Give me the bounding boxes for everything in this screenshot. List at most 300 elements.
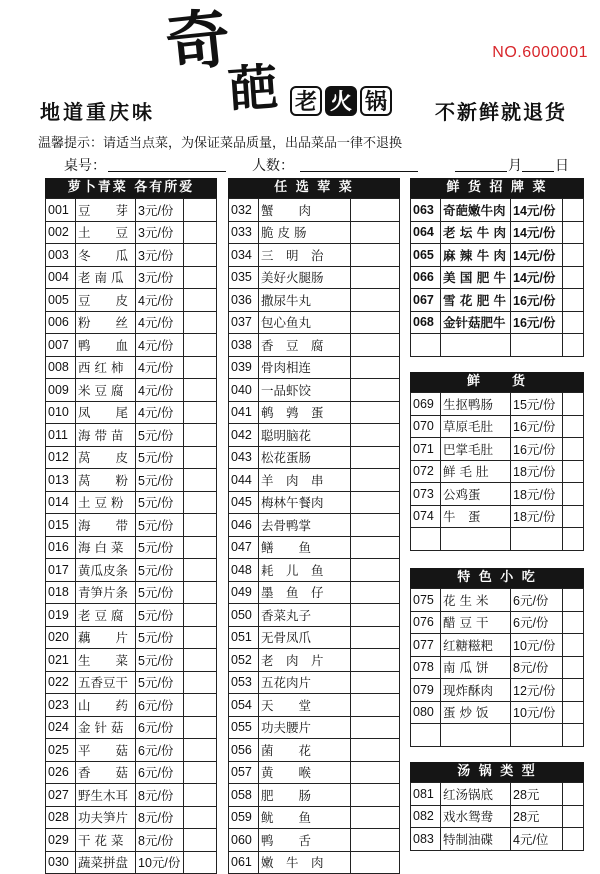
quantity-box[interactable] bbox=[184, 491, 217, 514]
quantity-box[interactable] bbox=[351, 199, 400, 222]
menu-row bbox=[46, 289, 217, 312]
quantity-box[interactable] bbox=[563, 289, 584, 312]
quantity-box[interactable] bbox=[184, 199, 217, 222]
quantity-box[interactable] bbox=[351, 784, 400, 807]
dish-name: 公鸡蛋 bbox=[441, 483, 511, 506]
dish-name: 南 瓜 饼 bbox=[441, 656, 511, 679]
quantity-box[interactable] bbox=[351, 851, 400, 874]
dish-name: 黄 喉 bbox=[259, 761, 351, 784]
menu-row bbox=[411, 199, 584, 222]
menu-row bbox=[411, 311, 584, 334]
quantity-box[interactable] bbox=[563, 505, 584, 528]
dish-code: 054 bbox=[229, 694, 259, 717]
dish-code: 055 bbox=[229, 716, 259, 739]
dish-price: 4元/份 bbox=[136, 379, 184, 402]
quantity-box[interactable] bbox=[184, 716, 217, 739]
notice: 温馨提示：请适当点菜，为保证菜品质量，出品菜品一律不退换 bbox=[38, 136, 403, 151]
dish-name: 嫩 牛 肉 bbox=[259, 851, 351, 874]
dish-name: 醋 豆 干 bbox=[441, 611, 511, 634]
quantity-box[interactable] bbox=[184, 806, 217, 829]
dish-price: 15元/份 bbox=[511, 393, 563, 416]
dish-name: 藕 片 bbox=[76, 626, 136, 649]
quantity-box[interactable] bbox=[563, 438, 584, 461]
dish-code: 013 bbox=[46, 469, 76, 492]
dish-price: 16元/份 bbox=[511, 289, 563, 312]
dish-price: 14元/份 bbox=[511, 221, 563, 244]
dish-name: 米 豆 腐 bbox=[76, 379, 136, 402]
quantity-box[interactable] bbox=[563, 334, 584, 357]
menu-row bbox=[229, 379, 400, 402]
quantity-box[interactable] bbox=[563, 460, 584, 483]
dish-name: 凤 尾 bbox=[76, 401, 136, 424]
dish-name: 蔬菜拼盘 bbox=[76, 851, 136, 874]
menu-row bbox=[411, 634, 584, 657]
dish-code: 057 bbox=[229, 761, 259, 784]
quantity-box[interactable] bbox=[184, 626, 217, 649]
quantity-box[interactable] bbox=[351, 244, 400, 267]
dish-name: 金针菇肥牛 bbox=[441, 311, 511, 334]
dish-price: 6元/份 bbox=[136, 694, 184, 717]
menu-row bbox=[46, 514, 217, 537]
menu-row bbox=[411, 611, 584, 634]
quantity-box[interactable] bbox=[351, 311, 400, 334]
dish-code: 058 bbox=[229, 784, 259, 807]
dish-name: 无骨凤爪 bbox=[259, 626, 351, 649]
dish-code bbox=[411, 528, 441, 551]
dish-price: 4元/份 bbox=[136, 401, 184, 424]
dish-name: 鸭 血 bbox=[76, 334, 136, 357]
quantity-box[interactable] bbox=[351, 671, 400, 694]
menu-row bbox=[229, 469, 400, 492]
dish-code: 028 bbox=[46, 806, 76, 829]
dish-code: 072 bbox=[411, 460, 441, 483]
dish-price: 14元/份 bbox=[511, 244, 563, 267]
dish-code: 068 bbox=[411, 311, 441, 334]
quantity-box[interactable] bbox=[184, 851, 217, 874]
menu-row bbox=[229, 671, 400, 694]
dish-name: 香 豆 腐 bbox=[259, 334, 351, 357]
quantity-box[interactable] bbox=[563, 266, 584, 289]
dish-code: 064 bbox=[411, 221, 441, 244]
menu-row bbox=[411, 460, 584, 483]
dish-price: 3元/份 bbox=[136, 266, 184, 289]
quantity-box[interactable] bbox=[184, 671, 217, 694]
quantity-box[interactable] bbox=[184, 829, 217, 852]
menu-row bbox=[46, 446, 217, 469]
dish-code: 067 bbox=[411, 289, 441, 312]
quantity-box[interactable] bbox=[351, 581, 400, 604]
quantity-box[interactable] bbox=[563, 656, 584, 679]
dish-price bbox=[511, 334, 563, 357]
dish-price: 14元/份 bbox=[511, 199, 563, 222]
slogan-right: 不新鲜就退货 bbox=[435, 100, 567, 124]
day-label: 日 bbox=[555, 158, 569, 174]
quantity-box[interactable] bbox=[351, 514, 400, 537]
dish-code: 038 bbox=[229, 334, 259, 357]
dish-code: 048 bbox=[229, 559, 259, 582]
dish-code: 009 bbox=[46, 379, 76, 402]
quantity-box[interactable] bbox=[351, 739, 400, 762]
table-no-label: 桌号： bbox=[64, 158, 106, 174]
dish-name: 粉 丝 bbox=[76, 311, 136, 334]
dish-price: 5元/份 bbox=[136, 514, 184, 537]
dish-name: 生抠鸭肠 bbox=[441, 393, 511, 416]
dish-name: 肥 肠 bbox=[259, 784, 351, 807]
quantity-box[interactable] bbox=[351, 334, 400, 357]
quantity-box[interactable] bbox=[184, 694, 217, 717]
quantity-box[interactable] bbox=[184, 446, 217, 469]
dish-code: 053 bbox=[229, 671, 259, 694]
dish-name: 雪 花 肥 牛 bbox=[441, 289, 511, 312]
dish-name: 功夫笋片 bbox=[76, 806, 136, 829]
dish-price: 3元/份 bbox=[136, 244, 184, 267]
dish-price: 14元/份 bbox=[511, 266, 563, 289]
dish-code: 029 bbox=[46, 829, 76, 852]
menu-row bbox=[411, 679, 584, 702]
quantity-box[interactable] bbox=[563, 244, 584, 267]
dish-name: 耗 儿 鱼 bbox=[259, 559, 351, 582]
dish-code: 015 bbox=[46, 514, 76, 537]
menu-row bbox=[46, 806, 217, 829]
quantity-box[interactable] bbox=[184, 469, 217, 492]
dish-name: 老 南 瓜 bbox=[76, 266, 136, 289]
menu-row bbox=[46, 199, 217, 222]
quantity-box[interactable] bbox=[184, 356, 217, 379]
dish-price: 5元/份 bbox=[136, 559, 184, 582]
day-line[interactable] bbox=[522, 171, 554, 172]
dish-code: 037 bbox=[229, 311, 259, 334]
menu-row bbox=[229, 806, 400, 829]
menu-row bbox=[46, 491, 217, 514]
quantity-box[interactable] bbox=[563, 415, 584, 438]
menu-row bbox=[46, 311, 217, 334]
dish-price: 3元/份 bbox=[136, 199, 184, 222]
dish-price: 6元/份 bbox=[136, 761, 184, 784]
menu-row bbox=[229, 334, 400, 357]
quantity-box[interactable] bbox=[563, 221, 584, 244]
dish-price: 5元/份 bbox=[136, 469, 184, 492]
dish-name: 牛 蛋 bbox=[441, 505, 511, 528]
quantity-box[interactable] bbox=[351, 626, 400, 649]
menu-row bbox=[411, 334, 584, 357]
dish-name: 功夫腰片 bbox=[259, 716, 351, 739]
quantity-box[interactable] bbox=[351, 536, 400, 559]
dish-code: 034 bbox=[229, 244, 259, 267]
col1-table bbox=[45, 198, 217, 874]
dish-price: 10元/份 bbox=[511, 634, 563, 657]
quantity-box[interactable] bbox=[184, 379, 217, 402]
col3c-table bbox=[410, 588, 584, 747]
dish-code: 005 bbox=[46, 289, 76, 312]
table-no-line[interactable] bbox=[108, 171, 226, 172]
menu-row bbox=[411, 393, 584, 416]
quantity-box[interactable] bbox=[563, 805, 584, 828]
dish-name: 鸭 舌 bbox=[259, 829, 351, 852]
quantity-box[interactable] bbox=[563, 483, 584, 506]
dish-code: 082 bbox=[411, 805, 441, 828]
dish-code: 011 bbox=[46, 424, 76, 447]
dish-code: 010 bbox=[46, 401, 76, 424]
dish-code: 061 bbox=[229, 851, 259, 874]
quantity-box[interactable] bbox=[351, 559, 400, 582]
dish-name: 特制油碟 bbox=[441, 828, 511, 851]
hotpot-char: 老 bbox=[290, 86, 322, 116]
dish-code: 078 bbox=[411, 656, 441, 679]
dish-code: 049 bbox=[229, 581, 259, 604]
dish-code: 081 bbox=[411, 783, 441, 806]
dish-code: 039 bbox=[229, 356, 259, 379]
menu-row bbox=[46, 401, 217, 424]
menu-row bbox=[229, 266, 400, 289]
quantity-box[interactable] bbox=[563, 828, 584, 851]
quantity-box[interactable] bbox=[563, 589, 584, 612]
dish-price: 5元/份 bbox=[136, 604, 184, 627]
dish-name: 鳝 鱼 bbox=[259, 536, 351, 559]
quantity-box[interactable] bbox=[184, 311, 217, 334]
quantity-box[interactable] bbox=[351, 806, 400, 829]
dish-code: 043 bbox=[229, 446, 259, 469]
dish-code: 065 bbox=[411, 244, 441, 267]
menu-row bbox=[229, 446, 400, 469]
menu-row bbox=[411, 528, 584, 551]
dish-name: 老 坛 牛 肉 bbox=[441, 221, 511, 244]
quantity-box[interactable] bbox=[351, 716, 400, 739]
dish-name: 松花蛋肠 bbox=[259, 446, 351, 469]
quantity-box[interactable] bbox=[184, 761, 217, 784]
dish-name: 海 白 菜 bbox=[76, 536, 136, 559]
dish-price: 28元 bbox=[511, 783, 563, 806]
quantity-box[interactable] bbox=[184, 424, 217, 447]
menu-row bbox=[411, 589, 584, 612]
dish-name: 鱿 鱼 bbox=[259, 806, 351, 829]
quantity-box[interactable] bbox=[563, 634, 584, 657]
dish-price: 18元/份 bbox=[511, 460, 563, 483]
menu-row bbox=[411, 701, 584, 724]
dish-name: 去骨鸭掌 bbox=[259, 514, 351, 537]
dish-price: 8元/份 bbox=[136, 806, 184, 829]
quantity-box[interactable] bbox=[351, 829, 400, 852]
menu-row bbox=[229, 244, 400, 267]
quantity-box[interactable] bbox=[184, 536, 217, 559]
dish-name: 平 菇 bbox=[76, 739, 136, 762]
dish-name: 戏水鸳鸯 bbox=[441, 805, 511, 828]
menu-row bbox=[46, 221, 217, 244]
dish-name: 五花肉片 bbox=[259, 671, 351, 694]
quantity-box[interactable] bbox=[184, 604, 217, 627]
quantity-box[interactable] bbox=[563, 393, 584, 416]
menu-row bbox=[411, 656, 584, 679]
brand-char-1: 奇 bbox=[162, 0, 234, 83]
menu-row bbox=[229, 424, 400, 447]
quantity-box[interactable] bbox=[563, 724, 584, 747]
menu-row bbox=[411, 289, 584, 312]
menu-row bbox=[229, 289, 400, 312]
col3d-table bbox=[410, 782, 584, 851]
quantity-box[interactable] bbox=[351, 649, 400, 672]
quantity-box[interactable] bbox=[351, 289, 400, 312]
menu-row bbox=[46, 266, 217, 289]
quantity-box[interactable] bbox=[563, 611, 584, 634]
dish-name: 豆 皮 bbox=[76, 289, 136, 312]
menu-row bbox=[411, 221, 584, 244]
menu-row bbox=[229, 626, 400, 649]
dish-code: 003 bbox=[46, 244, 76, 267]
dish-price: 8元/份 bbox=[136, 784, 184, 807]
menu-row bbox=[46, 244, 217, 267]
dish-code: 051 bbox=[229, 626, 259, 649]
people-label: 人数： bbox=[252, 158, 294, 174]
quantity-box[interactable] bbox=[351, 446, 400, 469]
quantity-box[interactable] bbox=[351, 221, 400, 244]
menu-row bbox=[229, 739, 400, 762]
col3d-header: 汤 锅 类 型 bbox=[410, 762, 584, 782]
menu-row bbox=[46, 334, 217, 357]
dish-code: 008 bbox=[46, 356, 76, 379]
dish-name: 土 豆 bbox=[76, 221, 136, 244]
dish-name: 一品虾饺 bbox=[259, 379, 351, 402]
dish-price bbox=[511, 724, 563, 747]
dish-code: 004 bbox=[46, 266, 76, 289]
dish-code: 017 bbox=[46, 559, 76, 582]
col3a-header: 鲜 货 招 牌 菜 bbox=[410, 178, 584, 198]
dish-code: 047 bbox=[229, 536, 259, 559]
dish-code: 079 bbox=[411, 679, 441, 702]
dish-code: 033 bbox=[229, 221, 259, 244]
dish-code: 026 bbox=[46, 761, 76, 784]
quantity-box[interactable] bbox=[563, 311, 584, 334]
dish-price: 6元/份 bbox=[511, 611, 563, 634]
dish-code: 014 bbox=[46, 491, 76, 514]
order-number: NO.6000001 bbox=[492, 44, 588, 61]
quantity-box[interactable] bbox=[184, 289, 217, 312]
quantity-box[interactable] bbox=[184, 514, 217, 537]
dish-price: 4元/份 bbox=[136, 334, 184, 357]
dish-name bbox=[441, 724, 511, 747]
dish-name: 三 明 治 bbox=[259, 244, 351, 267]
menu-row bbox=[46, 626, 217, 649]
menu-row bbox=[229, 514, 400, 537]
dish-code bbox=[411, 334, 441, 357]
quantity-box[interactable] bbox=[351, 379, 400, 402]
dish-price: 4元/份 bbox=[136, 356, 184, 379]
dish-code: 056 bbox=[229, 739, 259, 762]
dish-code: 071 bbox=[411, 438, 441, 461]
quantity-box[interactable] bbox=[351, 694, 400, 717]
dish-price: 12元/份 bbox=[511, 679, 563, 702]
quantity-box[interactable] bbox=[563, 783, 584, 806]
dish-price: 28元 bbox=[511, 805, 563, 828]
dish-name: 墨 鱼 仔 bbox=[259, 581, 351, 604]
dish-code: 074 bbox=[411, 505, 441, 528]
quantity-box[interactable] bbox=[351, 266, 400, 289]
menu-row bbox=[411, 828, 584, 851]
menu-row bbox=[46, 536, 217, 559]
dish-code bbox=[411, 724, 441, 747]
dish-price: 16元/份 bbox=[511, 311, 563, 334]
quantity-box[interactable] bbox=[184, 401, 217, 424]
dish-price: 4元/份 bbox=[136, 311, 184, 334]
quantity-box[interactable] bbox=[563, 679, 584, 702]
menu-row bbox=[46, 356, 217, 379]
dish-name: 巴掌毛肚 bbox=[441, 438, 511, 461]
dish-code: 083 bbox=[411, 828, 441, 851]
menu-row bbox=[46, 851, 217, 874]
quantity-box[interactable] bbox=[184, 334, 217, 357]
dish-price: 5元/份 bbox=[136, 491, 184, 514]
quantity-box[interactable] bbox=[351, 424, 400, 447]
dish-name: 鹌 鹑 蛋 bbox=[259, 401, 351, 424]
menu-row bbox=[411, 724, 584, 747]
menu-row bbox=[229, 581, 400, 604]
menu-row bbox=[229, 221, 400, 244]
quantity-box[interactable] bbox=[563, 528, 584, 551]
quantity-box[interactable] bbox=[351, 401, 400, 424]
quantity-box[interactable] bbox=[184, 784, 217, 807]
dish-price: 5元/份 bbox=[136, 446, 184, 469]
quantity-box[interactable] bbox=[351, 491, 400, 514]
dish-price: 5元/份 bbox=[136, 424, 184, 447]
menu-row bbox=[229, 829, 400, 852]
dish-code: 066 bbox=[411, 266, 441, 289]
menu-row bbox=[46, 694, 217, 717]
dish-price: 5元/份 bbox=[136, 581, 184, 604]
quantity-box[interactable] bbox=[184, 266, 217, 289]
dish-name: 菌 花 bbox=[259, 739, 351, 762]
dish-price bbox=[511, 528, 563, 551]
dish-price: 6元/份 bbox=[511, 589, 563, 612]
menu-row bbox=[229, 784, 400, 807]
quantity-box[interactable] bbox=[184, 244, 217, 267]
dish-price: 6元/份 bbox=[136, 716, 184, 739]
quantity-box[interactable] bbox=[563, 199, 584, 222]
dish-code: 077 bbox=[411, 634, 441, 657]
quantity-box[interactable] bbox=[563, 701, 584, 724]
quantity-box[interactable] bbox=[351, 356, 400, 379]
quantity-box[interactable] bbox=[184, 649, 217, 672]
dish-name: 金 针 菇 bbox=[76, 716, 136, 739]
dish-code: 020 bbox=[46, 626, 76, 649]
hotpot-char: 锅 bbox=[360, 86, 392, 116]
dish-name: 豆 芽 bbox=[76, 199, 136, 222]
col3a-table bbox=[410, 198, 584, 357]
dish-price: 18元/份 bbox=[511, 483, 563, 506]
month-line[interactable] bbox=[455, 171, 507, 172]
menu-row bbox=[46, 671, 217, 694]
quantity-box[interactable] bbox=[184, 739, 217, 762]
menu-row bbox=[411, 505, 584, 528]
dish-name: 聪明脑花 bbox=[259, 424, 351, 447]
dish-name: 羊 肉 串 bbox=[259, 469, 351, 492]
dish-code: 021 bbox=[46, 649, 76, 672]
quantity-box[interactable] bbox=[184, 559, 217, 582]
quantity-box[interactable] bbox=[351, 604, 400, 627]
people-line[interactable] bbox=[300, 171, 418, 172]
quantity-box[interactable] bbox=[351, 761, 400, 784]
dish-code: 007 bbox=[46, 334, 76, 357]
quantity-box[interactable] bbox=[351, 469, 400, 492]
dish-code: 040 bbox=[229, 379, 259, 402]
dish-code: 018 bbox=[46, 581, 76, 604]
dish-name: 土 豆 粉 bbox=[76, 491, 136, 514]
dish-price: 5元/份 bbox=[136, 671, 184, 694]
dish-price: 5元/份 bbox=[136, 626, 184, 649]
menu-row bbox=[229, 559, 400, 582]
quantity-box[interactable] bbox=[184, 221, 217, 244]
dish-code: 060 bbox=[229, 829, 259, 852]
menu-row bbox=[411, 438, 584, 461]
quantity-box[interactable] bbox=[184, 581, 217, 604]
dish-name: 麻 辣 牛 肉 bbox=[441, 244, 511, 267]
